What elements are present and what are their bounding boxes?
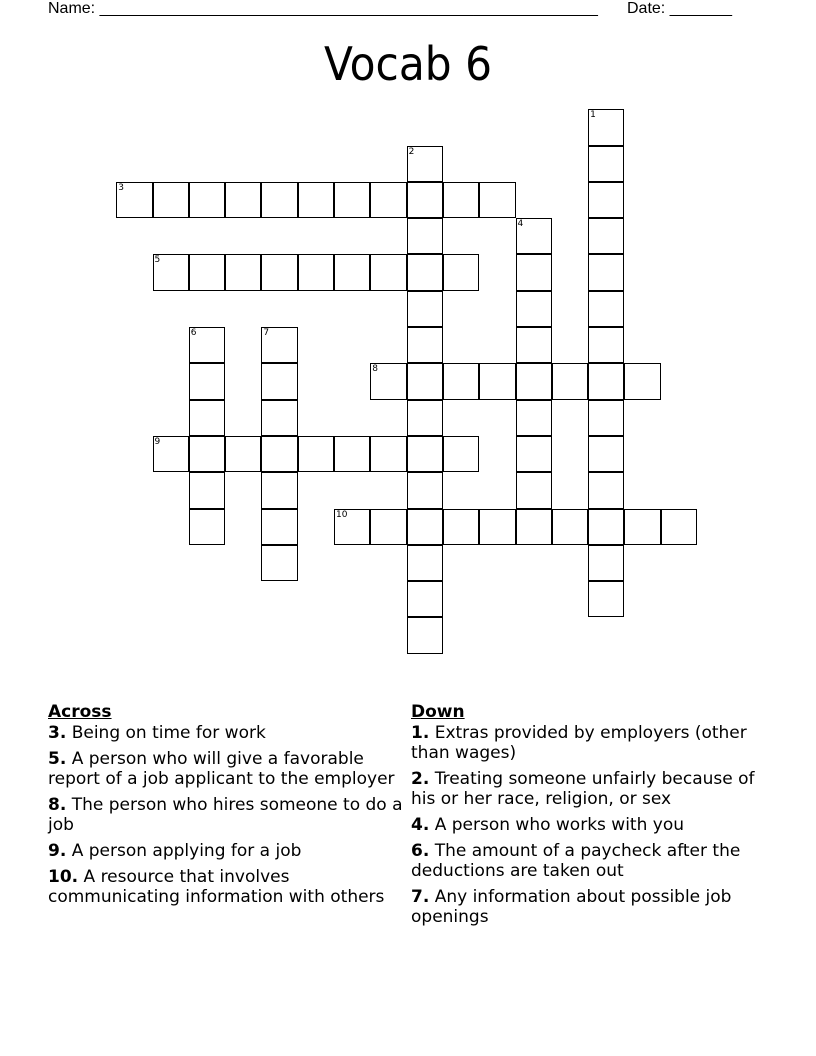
grid-cell[interactable] — [189, 509, 225, 545]
grid-cell[interactable] — [334, 509, 370, 545]
grid-cell[interactable] — [479, 363, 515, 399]
grid-cell[interactable] — [588, 109, 624, 145]
grid-cell[interactable] — [624, 509, 660, 545]
grid-cell[interactable] — [588, 436, 624, 472]
clue-number: 4 — [517, 219, 524, 230]
down-clue — [411, 887, 781, 927]
grid-cell[interactable] — [116, 182, 152, 218]
grid-cell[interactable] — [298, 254, 334, 290]
grid-cell[interactable] — [261, 472, 297, 508]
clue-number: 3. — [48, 723, 67, 743]
across-clue — [48, 867, 403, 907]
grid-cell[interactable] — [516, 400, 552, 436]
grid-cell[interactable] — [407, 472, 443, 508]
clue-text: A person who will give a favorable report of a job applicant to the employer — [48, 749, 395, 789]
clue-number: 8. — [48, 795, 67, 815]
down-heading: Down — [411, 702, 465, 722]
clue-number: 4. — [411, 815, 430, 835]
grid-cell[interactable] — [261, 363, 297, 399]
grid-cell[interactable] — [189, 327, 225, 363]
grid-cell[interactable] — [370, 509, 406, 545]
clue-text: Being on time for work — [71, 723, 266, 743]
clue-text: A person applying for a job — [71, 841, 302, 861]
grid-cell[interactable] — [407, 545, 443, 581]
clue-number: 7. — [411, 887, 430, 907]
grid-cell[interactable] — [661, 509, 697, 545]
clue-text: A person who works with you — [434, 815, 685, 835]
grid-cell[interactable] — [407, 436, 443, 472]
grid-cell[interactable] — [189, 363, 225, 399]
name-line: ________________________________________________________ — [99, 0, 598, 17]
grid-cell[interactable] — [334, 436, 370, 472]
grid-cell[interactable] — [407, 509, 443, 545]
grid-cell[interactable] — [225, 436, 261, 472]
grid-cell[interactable] — [153, 436, 189, 472]
clue-number: 1 — [590, 110, 596, 121]
across-heading: Across — [48, 702, 112, 722]
across-clues — [48, 702, 403, 913]
grid-cell[interactable] — [443, 182, 479, 218]
grid-cell[interactable] — [225, 254, 261, 290]
grid-cell[interactable] — [261, 327, 297, 363]
grid-cell[interactable] — [153, 182, 189, 218]
grid-cell[interactable] — [588, 291, 624, 327]
grid-cell[interactable] — [588, 400, 624, 436]
grid-cell[interactable] — [407, 291, 443, 327]
clue-text: The person who hires someone to do a job — [48, 795, 403, 835]
clue-text: Any information about possible job openings — [411, 887, 732, 927]
grid-cell[interactable] — [588, 509, 624, 545]
clue-text: Extras provided by employers (other than wages) — [411, 723, 747, 763]
grid-cell[interactable] — [298, 436, 334, 472]
down-clues — [411, 702, 781, 933]
grid-cell[interactable] — [588, 545, 624, 581]
grid-cell[interactable] — [225, 182, 261, 218]
date-field[interactable] — [627, 0, 732, 18]
grid-cell[interactable] — [516, 436, 552, 472]
clue-text: Treating someone unfairly because of his or her race, religion, or sex — [411, 769, 755, 809]
clue-number: 7 — [263, 328, 270, 338]
grid-cell[interactable] — [334, 182, 370, 218]
grid-cell[interactable] — [588, 254, 624, 290]
grid-cell[interactable] — [516, 363, 552, 399]
clue-number: 6 — [190, 328, 197, 338]
grid-cell[interactable] — [407, 363, 443, 399]
grid-cell[interactable] — [443, 436, 479, 472]
grid-cell[interactable] — [443, 509, 479, 545]
grid-cell[interactable] — [261, 182, 297, 218]
grid-cell[interactable] — [443, 363, 479, 399]
grid-cell[interactable] — [516, 254, 552, 290]
grid-cell[interactable] — [588, 581, 624, 617]
clue-text: A resource that involves communicating information with others — [48, 867, 385, 907]
grid-cell[interactable] — [407, 327, 443, 363]
grid-cell[interactable] — [588, 182, 624, 218]
across-clue — [48, 749, 403, 789]
grid-cell[interactable] — [588, 218, 624, 254]
clue-number: 5. — [48, 749, 67, 769]
across-clue — [48, 723, 403, 743]
grid-cell[interactable] — [588, 363, 624, 399]
clue-number: 2. — [411, 769, 430, 789]
grid-cell[interactable] — [516, 472, 552, 508]
grid-cell[interactable] — [370, 436, 406, 472]
grid-cell[interactable] — [516, 327, 552, 363]
clue-number: 1. — [411, 723, 430, 743]
grid-cell[interactable] — [370, 363, 406, 399]
clue-number: 10 — [336, 509, 348, 520]
grid-cell[interactable] — [370, 254, 406, 290]
grid-cell[interactable] — [189, 182, 225, 218]
across-clue — [48, 841, 403, 861]
down-clue — [411, 723, 781, 763]
across-clue — [48, 795, 403, 835]
grid-cell[interactable] — [516, 291, 552, 327]
grid-cell[interactable] — [552, 363, 588, 399]
clue-number: 9. — [48, 841, 67, 861]
grid-cell[interactable] — [261, 509, 297, 545]
clue-number: 8 — [372, 364, 379, 375]
grid-cell[interactable] — [624, 363, 660, 399]
date-line: _______ — [669, 0, 732, 17]
grid-cell[interactable] — [261, 400, 297, 436]
grid-cell[interactable] — [298, 182, 334, 218]
grid-cell[interactable] — [479, 182, 515, 218]
grid-cell[interactable] — [407, 400, 443, 436]
grid-cell[interactable] — [370, 182, 406, 218]
grid-cell[interactable] — [261, 436, 297, 472]
down-clue — [411, 769, 781, 809]
grid-cell[interactable] — [516, 218, 552, 254]
grid-cell[interactable] — [588, 472, 624, 508]
down-clue — [411, 841, 781, 881]
grid-cell[interactable] — [261, 254, 297, 290]
clue-number: 3 — [118, 182, 124, 193]
grid-cell[interactable] — [588, 327, 624, 363]
grid-cell[interactable] — [407, 182, 443, 218]
clue-number: 6. — [411, 841, 430, 861]
clue-number: 2 — [408, 146, 415, 157]
grid-cell[interactable] — [189, 400, 225, 436]
grid-cell[interactable] — [407, 617, 443, 653]
grid-cell[interactable] — [407, 581, 443, 617]
grid-cell[interactable] — [588, 146, 624, 182]
clue-number: 5 — [154, 255, 161, 266]
grid-cell[interactable] — [261, 545, 297, 581]
name-field[interactable] — [48, 0, 598, 18]
grid-cell[interactable] — [189, 472, 225, 508]
grid-cell[interactable] — [443, 254, 479, 290]
grid-cell[interactable] — [552, 509, 588, 545]
down-clue — [411, 815, 781, 835]
name-label: Name: — [48, 0, 96, 17]
clue-number: 10. — [48, 867, 79, 887]
grid-cell[interactable] — [407, 146, 443, 182]
grid-cell[interactable] — [189, 436, 225, 472]
grid-cell[interactable] — [153, 254, 189, 290]
grid-cell[interactable] — [407, 254, 443, 290]
grid-cell[interactable] — [407, 218, 443, 254]
grid-cell[interactable] — [334, 254, 370, 290]
clue-number: 9 — [154, 436, 161, 447]
page-title: Vocab 6 — [323, 37, 492, 91]
grid-cell[interactable] — [516, 509, 552, 545]
date-label: Date: — [627, 0, 666, 17]
grid-cell[interactable] — [479, 509, 515, 545]
clue-text: The amount of a paycheck after the deductions are taken out — [411, 841, 741, 881]
grid-cell[interactable] — [189, 254, 225, 290]
